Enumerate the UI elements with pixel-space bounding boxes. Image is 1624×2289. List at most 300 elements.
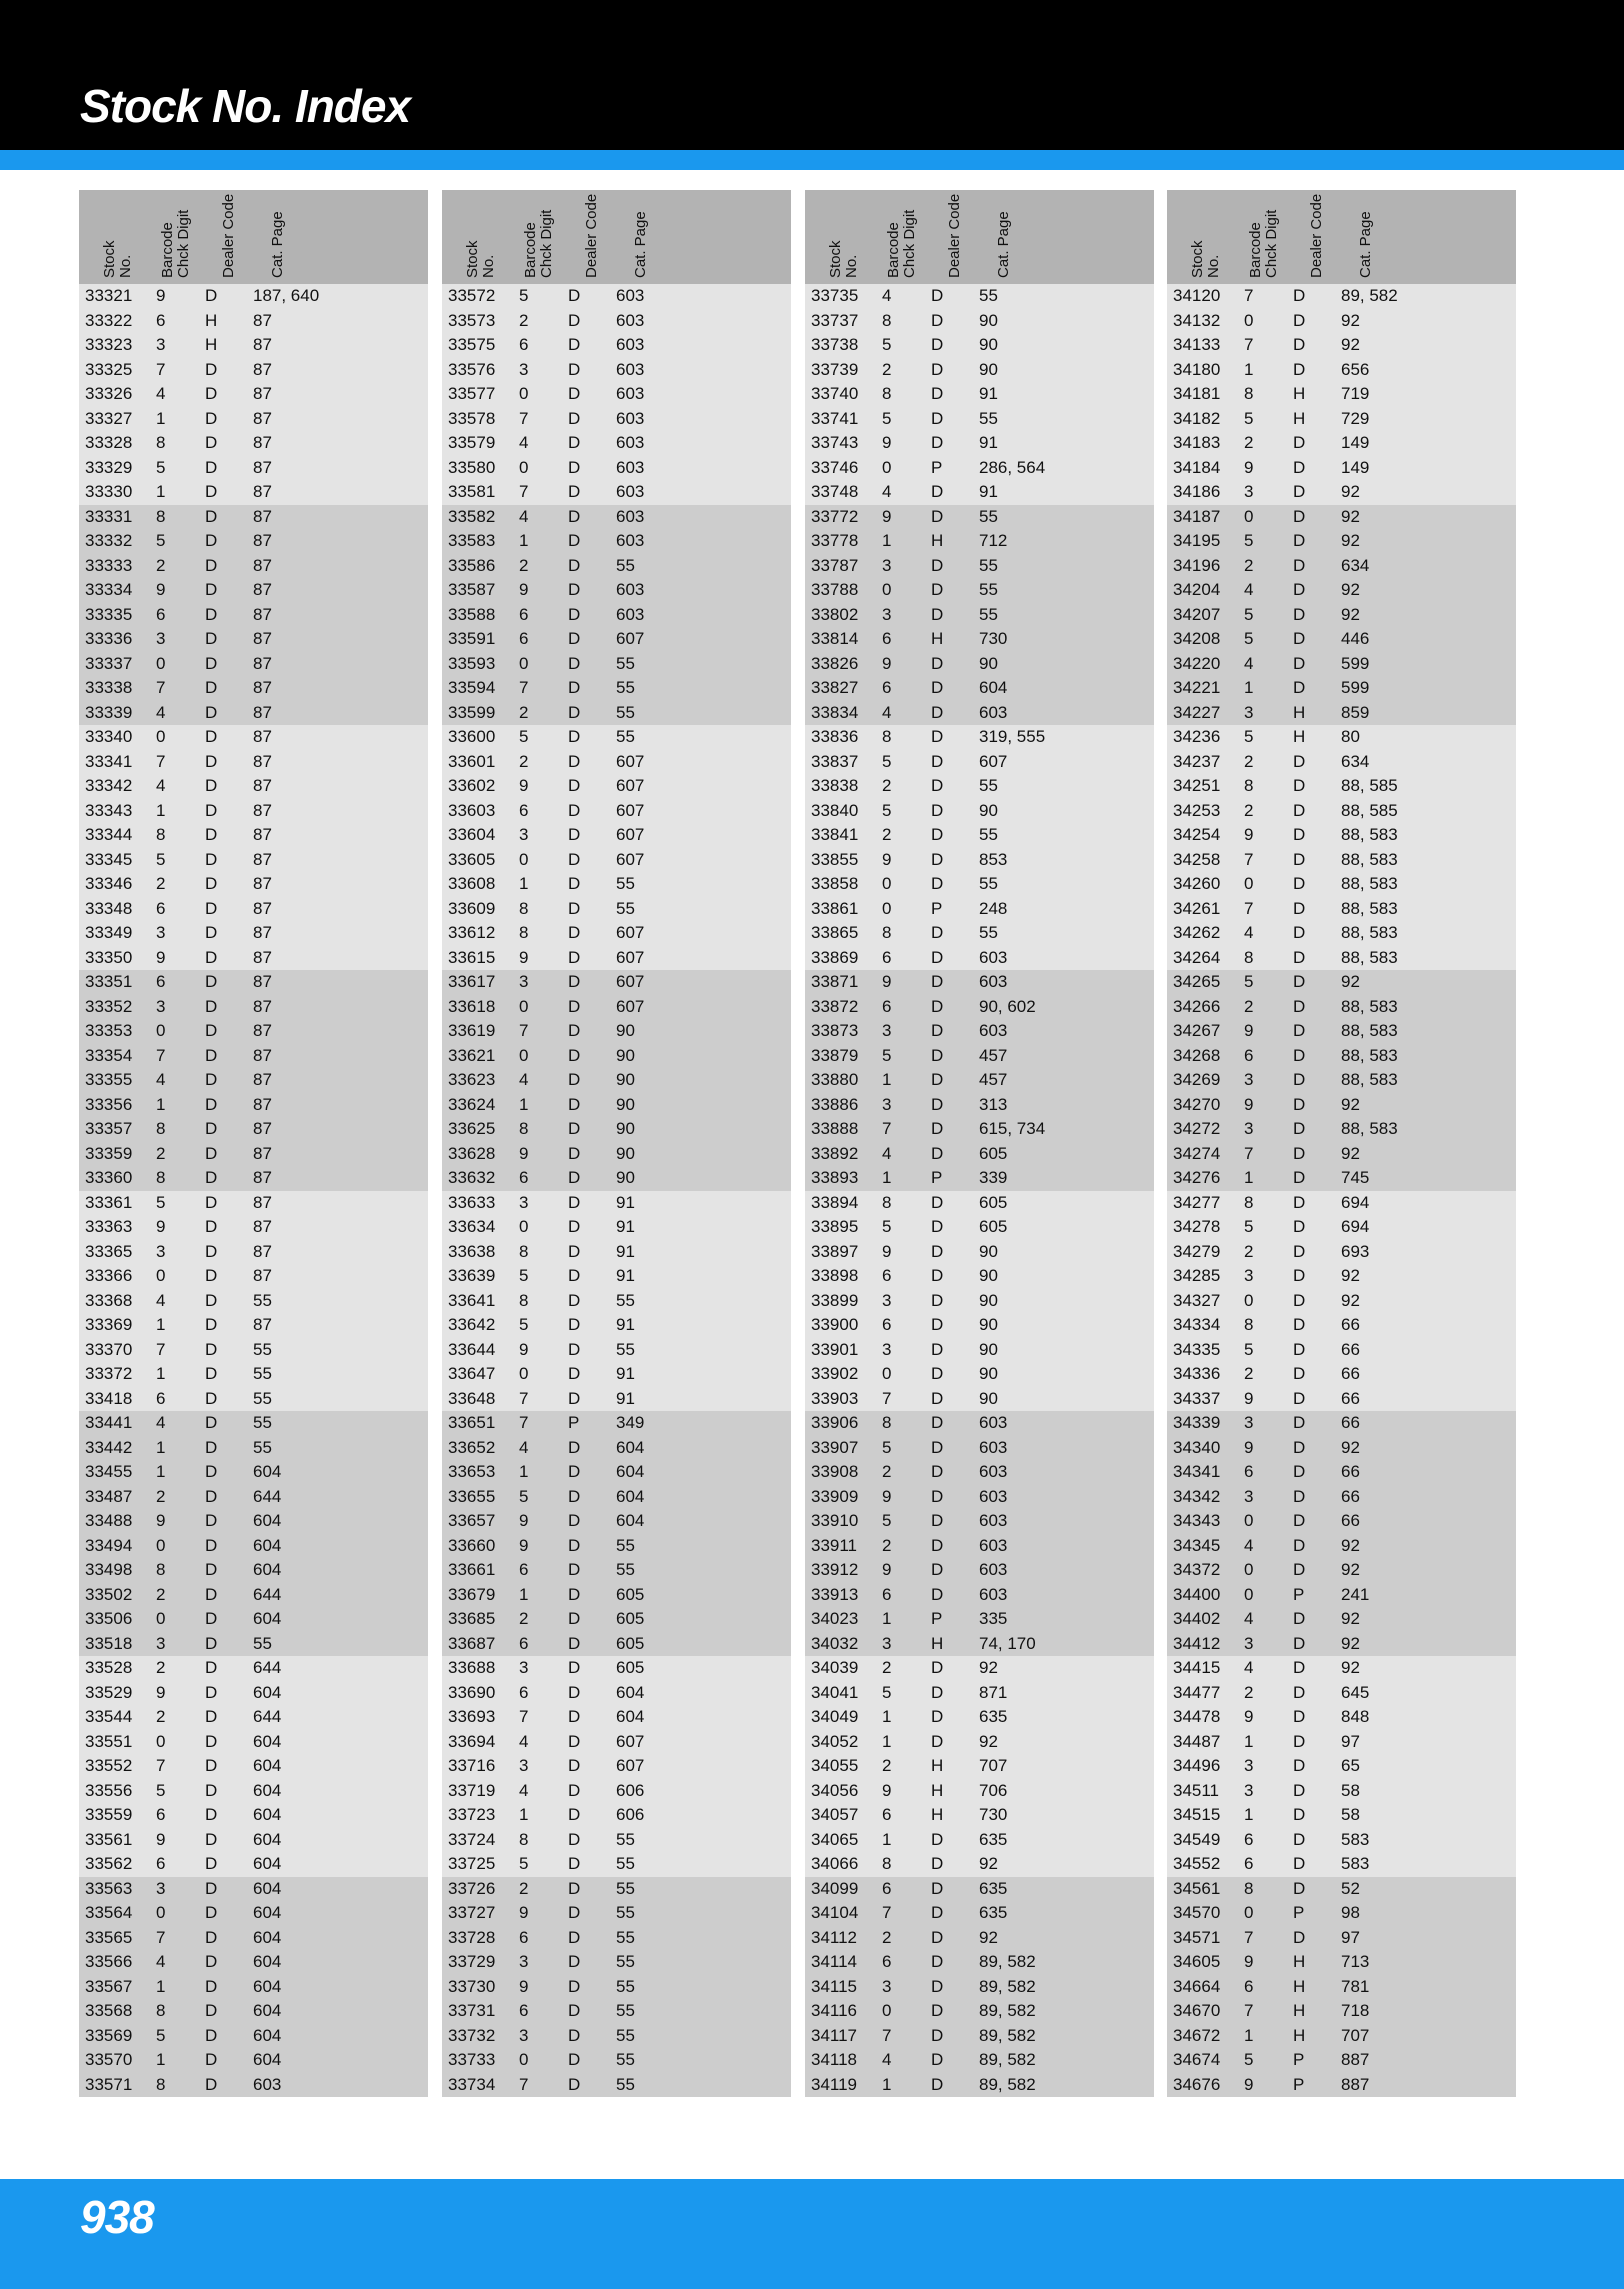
stock-number: 34117 [811, 2025, 858, 2045]
barcode-check-digit: 5 [519, 1486, 529, 1506]
catalog-page: 604 [253, 1560, 282, 1579]
table-row [805, 407, 1154, 432]
catalog-page: 55 [616, 702, 635, 722]
barcode-check-digit: 6 [882, 1878, 892, 1898]
catalog-page: 635 [979, 1878, 1008, 1898]
dealer-code: P [1293, 1584, 1305, 1604]
barcode-check-digit: 5 [1244, 1217, 1254, 1236]
table-row [442, 407, 791, 432]
catalog-page: 583 [1341, 1829, 1370, 1849]
dealer-code: D [568, 1437, 581, 1457]
stock-number: 33693 [448, 1707, 496, 1726]
dealer-code: D [205, 972, 218, 991]
barcode-check-digit: 5 [882, 1217, 892, 1236]
barcode-check-digit: 6 [882, 678, 892, 697]
stock-number: 33619 [448, 1021, 496, 1040]
stock-number: 33355 [85, 1070, 133, 1089]
stock-number: 33909 [811, 1486, 859, 1506]
stock-number: 33562 [85, 1854, 133, 1873]
catalog-page: 91 [616, 1241, 635, 1261]
stock-number: 33723 [448, 1805, 496, 1824]
table-row [1167, 1240, 1516, 1265]
table-row [1167, 848, 1516, 873]
catalog-page: 607 [616, 849, 645, 869]
dealer-code: D [1293, 1682, 1306, 1702]
barcode-check-digit: 1 [156, 800, 166, 820]
stock-number: 34327 [1173, 1290, 1221, 1310]
stock-number: 33357 [85, 1119, 133, 1138]
dealer-code: D [568, 1486, 581, 1506]
table-row [1167, 970, 1516, 995]
stock-number: 34262 [1173, 923, 1221, 942]
dealer-code: D [931, 2001, 944, 2020]
dealer-code: D [205, 1903, 218, 1922]
catalog-page: 92 [1341, 1094, 1360, 1114]
dealer-code: D [1293, 800, 1306, 820]
barcode-check-digit: 2 [156, 1707, 166, 1726]
table-row [805, 2048, 1154, 2073]
catalog-page: 87 [253, 678, 272, 697]
catalog-page: 604 [253, 1829, 282, 1849]
barcode-check-digit: 6 [882, 1805, 892, 1824]
dealer-code: D [568, 1731, 581, 1751]
table-row [442, 799, 791, 824]
barcode-check-digit: 3 [519, 1756, 529, 1775]
dealer-code: D [931, 310, 944, 330]
catalog-page: 90 [979, 335, 998, 354]
barcode-check-digit: 7 [882, 1119, 892, 1138]
dealer-code: D [568, 506, 581, 526]
dealer-code: D [1293, 580, 1306, 599]
table-row [1167, 1338, 1516, 1363]
dealer-code: D [205, 506, 218, 526]
dealer-code: D [205, 1584, 218, 1604]
table-row [1167, 1926, 1516, 1951]
stock-number: 33907 [811, 1437, 859, 1457]
catalog-page: 603 [979, 1560, 1008, 1579]
table-row [1167, 1387, 1516, 1412]
catalog-page: 635 [979, 1903, 1008, 1922]
stock-number: 34278 [1173, 1217, 1221, 1236]
dealer-code: D [205, 1143, 218, 1163]
catalog-page: 66 [1341, 1486, 1360, 1506]
barcode-check-digit: 6 [156, 972, 166, 991]
barcode-check-digit: 9 [1244, 1707, 1254, 1726]
stock-number: 33566 [85, 1952, 133, 1971]
dealer-code: D [931, 1045, 944, 1065]
table-row [79, 554, 428, 579]
catalog-page: 607 [616, 947, 645, 967]
dealer-code: D [205, 1976, 218, 1996]
stock-number: 33880 [811, 1070, 859, 1089]
stock-number: 33338 [85, 678, 133, 697]
dealer-code: D [568, 310, 581, 330]
catalog-page: 603 [979, 1486, 1008, 1506]
dealer-code: D [931, 384, 944, 403]
stock-number: 33834 [811, 702, 859, 722]
table-row [79, 1240, 428, 1265]
table-body [79, 284, 428, 2097]
table-row [1167, 554, 1516, 579]
stock-number: 33623 [448, 1070, 496, 1089]
dealer-code: D [1293, 1535, 1306, 1555]
barcode-check-digit: 2 [519, 751, 529, 771]
catalog-page: 88, 583 [1341, 1045, 1398, 1065]
table-row [805, 1093, 1154, 1118]
catalog-page: 92 [1341, 580, 1360, 599]
catalog-page: 97 [1341, 1731, 1360, 1751]
table-row [1167, 1632, 1516, 1657]
barcode-check-digit: 2 [882, 1658, 892, 1677]
catalog-page: 55 [253, 1290, 272, 1310]
stock-number: 34412 [1173, 1633, 1221, 1653]
barcode-check-digit: 2 [519, 702, 529, 722]
catalog-page: 92 [1341, 310, 1360, 330]
barcode-check-digit-header: Barcode Chck Digit [159, 209, 192, 278]
barcode-check-digit: 7 [1244, 335, 1254, 354]
dealer-code: D [931, 1119, 944, 1138]
dealer-code: D [1293, 751, 1306, 771]
catalog-page: 92 [979, 1854, 998, 1873]
dealer-code: D [205, 457, 218, 477]
dealer-code: D [568, 482, 581, 501]
table-row [79, 725, 428, 750]
barcode-check-digit: 3 [156, 1633, 166, 1653]
dealer-code: D [1293, 1021, 1306, 1040]
barcode-check-digit: 0 [156, 1731, 166, 1751]
dealer-code: D [205, 1168, 218, 1187]
catalog-page: 90 [616, 1119, 635, 1138]
catalog-page: 87 [253, 1266, 272, 1285]
table-row [805, 1975, 1154, 2000]
catalog-page: 635 [979, 1707, 1008, 1726]
table-row [442, 774, 791, 799]
barcode-check-digit: 9 [1244, 457, 1254, 477]
stock-number: 33644 [448, 1339, 496, 1359]
table-row [805, 1754, 1154, 1779]
barcode-check-digit: 1 [882, 1707, 892, 1726]
catalog-page: 87 [253, 849, 272, 869]
dealer-code: D [205, 1511, 218, 1530]
table-row [805, 1166, 1154, 1191]
catalog-page: 604 [253, 2001, 282, 2020]
dealer-code: D [205, 996, 218, 1016]
stock-number: 33572 [448, 286, 496, 305]
dealer-code: D [1293, 1854, 1306, 1873]
barcode-check-digit: 4 [882, 1143, 892, 1163]
table-row [442, 1289, 791, 1314]
catalog-page: 66 [1341, 1413, 1360, 1432]
barcode-check-digit: 9 [519, 1511, 529, 1530]
stock-number: 33725 [448, 1854, 496, 1873]
barcode-check-digit: 3 [519, 972, 529, 991]
catalog-page: 55 [616, 2025, 635, 2045]
barcode-check-digit: 3 [156, 629, 166, 648]
cat-page-header: Cat. Page [269, 211, 286, 278]
stock-number: 33688 [448, 1658, 496, 1677]
catalog-page: 644 [253, 1658, 282, 1677]
catalog-page: 92 [1341, 1609, 1360, 1628]
stock-number: 34561 [1173, 1878, 1221, 1898]
dealer-code: D [931, 1682, 944, 1702]
catalog-page: 55 [616, 1339, 635, 1359]
stock-number: 33498 [85, 1560, 133, 1579]
table-row [442, 652, 791, 677]
catalog-page: 87 [253, 1119, 272, 1138]
catalog-page: 719 [1341, 384, 1370, 403]
table-row [79, 480, 428, 505]
catalog-page: 90 [616, 1168, 635, 1187]
catalog-page: 87 [253, 359, 272, 379]
dealer-code: D [1293, 1266, 1306, 1285]
catalog-page: 52 [1341, 1878, 1360, 1898]
catalog-page: 605 [616, 1633, 645, 1653]
catalog-page: 607 [616, 825, 645, 844]
stock-number: 33615 [448, 947, 496, 967]
dealer-code: P [931, 457, 943, 477]
table-row [805, 1362, 1154, 1387]
dealer-code: D [931, 555, 944, 575]
barcode-check-digit: 0 [156, 727, 166, 746]
table-row [805, 1534, 1154, 1559]
barcode-check-digit: 1 [156, 1437, 166, 1457]
stock-number: 33826 [811, 653, 859, 673]
catalog-page: 87 [253, 751, 272, 771]
barcode-check-digit: 1 [1244, 678, 1254, 697]
barcode-check-digit: 9 [1244, 1952, 1254, 1971]
stock-number: 34258 [1173, 849, 1221, 869]
dealer-code: D [205, 2050, 218, 2069]
dealer-code: D [568, 727, 581, 746]
table-row [1167, 1019, 1516, 1044]
catalog-page: 55 [616, 2074, 635, 2094]
table-row [805, 1460, 1154, 1485]
stock-number: 34515 [1173, 1805, 1221, 1824]
catalog-page: 718 [1341, 2001, 1370, 2020]
table-row [79, 1338, 428, 1363]
catalog-page: 848 [1341, 1707, 1370, 1726]
stock-number: 33731 [448, 2001, 496, 2020]
catalog-page: 66 [1341, 1315, 1360, 1334]
stock-number: 34186 [1173, 482, 1221, 501]
catalog-page: 88, 583 [1341, 996, 1398, 1016]
catalog-page: 90 [616, 1143, 635, 1163]
table-row [79, 1289, 428, 1314]
stock-number: 33621 [448, 1045, 496, 1065]
dealer-code: D [205, 653, 218, 673]
stock-number: 33872 [811, 996, 859, 1016]
dealer-code: D [568, 1388, 581, 1408]
table-row [442, 456, 791, 481]
stock-number: 33726 [448, 1878, 496, 1898]
stock-number: 33838 [811, 776, 859, 795]
table-row [805, 1852, 1154, 1877]
dealer-code: D [1293, 1094, 1306, 1114]
stock-number: 34056 [811, 1780, 859, 1800]
barcode-check-digit: 7 [1244, 286, 1254, 305]
catalog-page: 583 [1341, 1854, 1370, 1873]
barcode-check-digit: 2 [882, 776, 892, 795]
stock-number: 34400 [1173, 1584, 1221, 1604]
dealer-code: D [205, 1829, 218, 1849]
stock-number: 33895 [811, 1217, 859, 1236]
table-row [79, 1926, 428, 1951]
dealer-code: D [931, 604, 944, 624]
barcode-check-digit: 1 [882, 1829, 892, 1849]
dealer-code: D [931, 996, 944, 1016]
catalog-page: 92 [1341, 531, 1360, 550]
barcode-check-digit: 2 [882, 825, 892, 844]
table-row [79, 1656, 428, 1681]
dealer-code: D [1293, 849, 1306, 869]
barcode-check-digit: 3 [156, 1878, 166, 1898]
catalog-page: 603 [616, 359, 645, 379]
stock-number: 33886 [811, 1094, 859, 1114]
catalog-page: 859 [1341, 702, 1370, 722]
stock-number: 33528 [85, 1658, 133, 1677]
table-row [79, 1803, 428, 1828]
catalog-page: 90, 602 [979, 996, 1036, 1016]
catalog-page: 599 [1341, 653, 1370, 673]
barcode-check-digit: 0 [1244, 506, 1254, 526]
stock-number: 33488 [85, 1511, 133, 1530]
stock-number: 33787 [811, 555, 859, 575]
dealer-code: D [1293, 1070, 1306, 1089]
table-row [442, 1877, 791, 1902]
barcode-check-digit: 6 [882, 629, 892, 648]
catalog-page: 92 [1341, 1633, 1360, 1653]
catalog-page: 91 [616, 1364, 635, 1383]
stock-number: 33902 [811, 1364, 859, 1383]
table-row [1167, 701, 1516, 726]
barcode-check-digit: 5 [882, 408, 892, 428]
dealer-code: D [931, 1290, 944, 1310]
barcode-check-digit: 3 [156, 335, 166, 354]
table-body [1167, 284, 1516, 2097]
catalog-page: 55 [979, 580, 998, 599]
table-row [442, 358, 791, 383]
stock-number: 33903 [811, 1388, 859, 1408]
catalog-page: 604 [253, 1756, 282, 1775]
barcode-check-digit: 6 [156, 604, 166, 624]
table-row [1167, 505, 1516, 530]
stock-number: 33612 [448, 923, 496, 942]
stock-number: 34023 [811, 1609, 859, 1628]
barcode-check-digit: 1 [882, 1070, 892, 1089]
barcode-check-digit: 4 [1244, 923, 1254, 942]
table-row [805, 750, 1154, 775]
barcode-check-digit: 2 [882, 1927, 892, 1947]
dealer-code: D [931, 874, 944, 893]
stock-number: 34549 [1173, 1829, 1221, 1849]
catalog-page: 634 [1341, 555, 1370, 575]
barcode-check-digit: 6 [519, 1682, 529, 1702]
dealer-code: D [1293, 286, 1306, 305]
table-row [1167, 1044, 1516, 1069]
table-row [1167, 1460, 1516, 1485]
table-row [79, 1117, 428, 1142]
stock-number: 33577 [448, 384, 496, 403]
catalog-page: 92 [1341, 335, 1360, 354]
stock-number: 33840 [811, 800, 859, 820]
barcode-check-digit: 4 [519, 506, 529, 526]
catalog-page: 92 [979, 1658, 998, 1677]
catalog-page: 55 [979, 776, 998, 795]
table-row [1167, 2048, 1516, 2073]
dealer-code: D [205, 555, 218, 575]
table-row [442, 1656, 791, 1681]
dealer-code: D [568, 1829, 581, 1849]
dealer-code: D [205, 1192, 218, 1212]
table-header [805, 190, 1154, 284]
dealer-code: D [931, 1413, 944, 1432]
barcode-check-digit: 7 [882, 2025, 892, 2045]
table-row [442, 872, 791, 897]
table-row [1167, 1705, 1516, 1730]
barcode-check-digit: 6 [156, 1805, 166, 1824]
barcode-check-digit: 4 [156, 702, 166, 722]
page-title: Stock No. Index [80, 80, 411, 132]
stock-number: 33892 [811, 1143, 859, 1163]
table-row [79, 1975, 428, 2000]
table-row [1167, 1166, 1516, 1191]
dealer-code: D [568, 629, 581, 648]
page-number: 938 [80, 2191, 154, 2243]
table-row [442, 309, 791, 334]
table-row [442, 1828, 791, 1853]
barcode-check-digit: 3 [1244, 1486, 1254, 1506]
dealer-code: D [1293, 1364, 1306, 1383]
catalog-page: 89, 582 [979, 2074, 1036, 2094]
table-row [805, 505, 1154, 530]
barcode-check-digit: 3 [1244, 1413, 1254, 1432]
barcode-check-digit: 2 [1244, 1682, 1254, 1702]
barcode-check-digit: 6 [1244, 1976, 1254, 1996]
barcode-check-digit: 9 [882, 1486, 892, 1506]
catalog-page: 604 [616, 1486, 645, 1506]
catalog-page: 604 [253, 2050, 282, 2069]
catalog-page: 92 [1341, 1535, 1360, 1555]
catalog-page: 603 [616, 482, 645, 501]
table-row [79, 1411, 428, 1436]
table-row [1167, 1852, 1516, 1877]
dealer-code: D [205, 825, 218, 844]
stock-number: 33600 [448, 727, 496, 746]
table-header [442, 190, 791, 284]
stock-number: 34570 [1173, 1903, 1221, 1922]
table-row [442, 676, 791, 701]
dealer-code: D [931, 1437, 944, 1457]
barcode-check-digit: 8 [156, 1168, 166, 1187]
dealer-code: D [568, 1878, 581, 1898]
dealer-code: D [568, 1241, 581, 1261]
stock-number: 33651 [448, 1413, 496, 1432]
catalog-page: 92 [1341, 506, 1360, 526]
catalog-page: 604 [616, 1437, 645, 1457]
barcode-check-digit: 4 [519, 1437, 529, 1457]
dealer-code: D [568, 286, 581, 305]
catalog-page: 607 [616, 996, 645, 1016]
barcode-check-digit: 4 [1244, 1535, 1254, 1555]
barcode-check-digit: 5 [882, 800, 892, 820]
catalog-page: 55 [253, 1437, 272, 1457]
barcode-check-digit: 2 [519, 555, 529, 575]
dealer-code: D [205, 531, 218, 550]
dealer-code: D [205, 433, 218, 452]
table-row [1167, 1901, 1516, 1926]
stock-number: 33802 [811, 604, 859, 624]
barcode-check-digit: 9 [1244, 1437, 1254, 1457]
